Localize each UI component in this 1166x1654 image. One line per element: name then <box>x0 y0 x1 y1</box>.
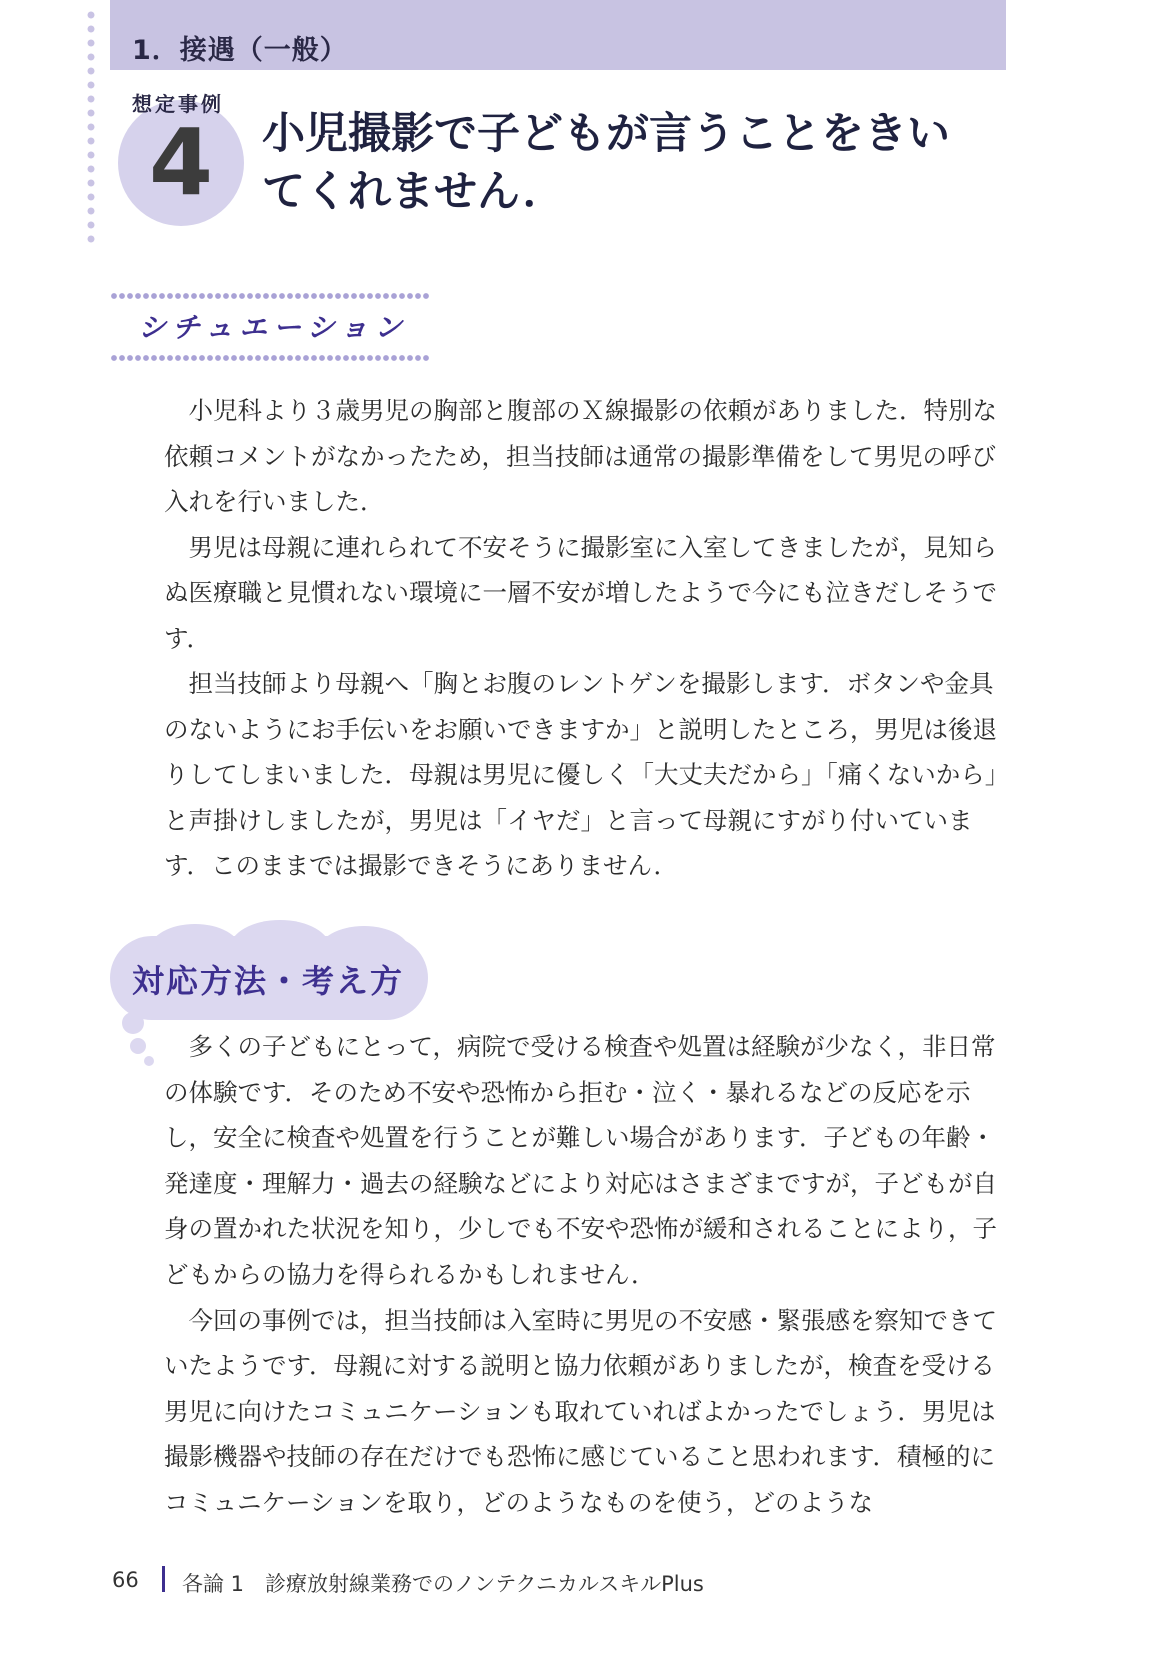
footer-separator <box>162 1566 165 1592</box>
situation-body <box>164 388 1006 889</box>
heading-dot-border-bottom <box>110 354 430 362</box>
decorative-dot-column <box>86 8 96 248</box>
heading-dot-border-top <box>110 292 430 300</box>
chapter-title: 1．接遇（一般） <box>132 35 348 66</box>
thought-bubble <box>122 1012 144 1034</box>
case-label: 想定事例 <box>132 92 224 116</box>
approach-paragraph: 今回の事例では，担当技師は入室時に男児の不安感・緊張感を察知できていたようです．母親に対する説明と協力依頼がありましたが，検査を受ける男児に向けたコミュニケーションも取れていればよかったでしょう．男児は撮影機器や技師の存在だけでも恐怖に感じていること思われます．積極的にコミュニケーションを取り，どのようなものを使う，どのような <box>164 1305 997 1517</box>
case-number: 4 <box>148 109 213 216</box>
situation-paragraph: 男児は母親に連れられて不安そうに撮影室に入室してきましたが，見知らぬ医療職と見慣れない環境に一層不安が増したようで今にも泣きだしそうです． <box>164 532 997 653</box>
case-title: 小児撮影で子どもが言うことをきいてくれません． <box>262 109 950 217</box>
page-number: 66 <box>112 1568 139 1592</box>
approach-paragraph: 多くの子どもにとって，病院で受ける検査や処置は経験が少なく，非日常の体験です．そのため不安や恐怖から拒む・泣く・暴れるなどの反応を示し，安全に検査や処置を行うことが難しい場合があります．子どもの年齢・発達度・理解力・過去の経験などにより対応はさまざまですが，子どもが自身の置かれた状況を知り，少しでも不安や恐怖が緩和されることにより，子どもからの協力を得られるかもしれません． <box>164 1032 997 1289</box>
situation-paragraph: 担当技師より母親へ「胸とお腹のレントゲンを撮影します．ボタンや金具のないようにお手伝いをお願いできますか」と説明したところ，男児は後退りしてしまいました．母親は男児に優しく「大丈夫だから」「痛くないから」と声掛けしましたが，男児は「イヤだ」と言って母親にすがり付いています．このままでは撮影できそうにありません． <box>164 669 997 880</box>
thought-bubble <box>130 1038 146 1054</box>
situation-paragraph: 小児科より３歳男児の胸部と腹部のＸ線撮影の依頼がありました．特別な依頼コメントがなかったため，担当技師は通常の撮影準備をして男児の呼び入れを行いました． <box>164 396 997 516</box>
approach-heading: 対応方法・考え方 <box>132 962 405 1000</box>
situation-heading: シチュエーション <box>138 311 409 344</box>
approach-body <box>164 1024 1006 1526</box>
thought-bubble <box>144 1056 154 1066</box>
running-title: 各論 1 診療放射線業務でのノンテクニカルスキルPlus <box>182 1572 704 1596</box>
situation-heading-box <box>110 292 430 362</box>
